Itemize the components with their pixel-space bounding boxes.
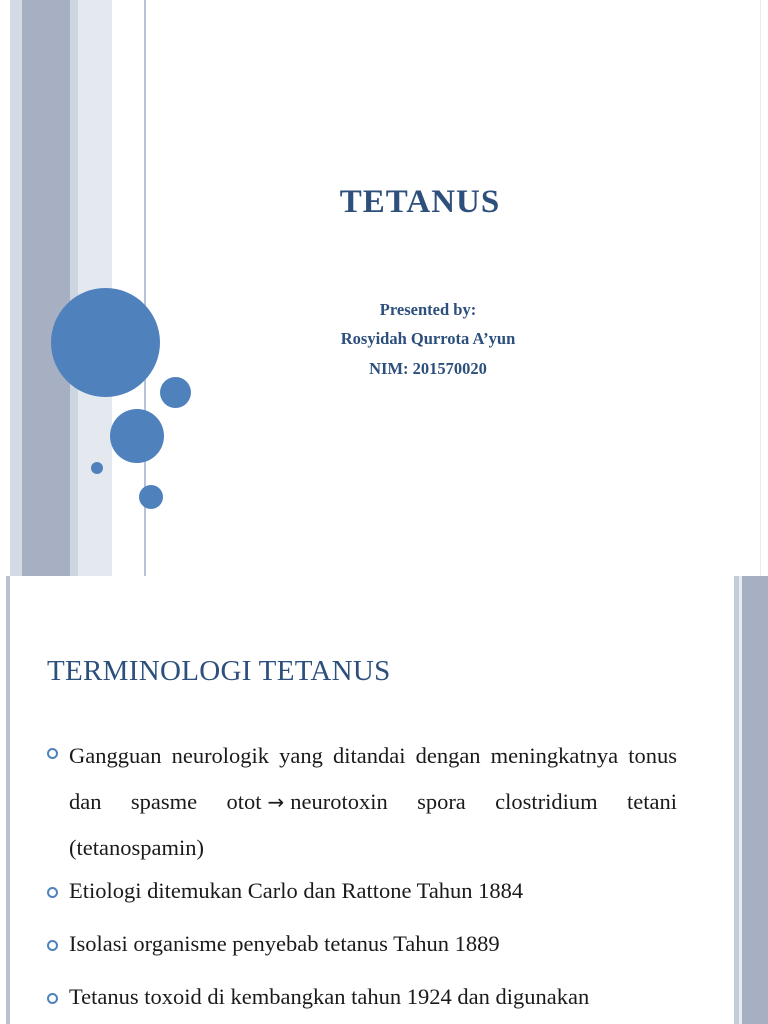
bullet-text: Gangguan neurologik yang ditandai dengan meningkatnya tonus dan spasme otot [69, 743, 677, 814]
decorative-stripe [742, 576, 768, 1024]
decorative-stripe [70, 0, 78, 576]
decorative-circle-small [160, 377, 191, 408]
bullet-item [69, 733, 677, 871]
presenter-nim: NIM: 201570020 [369, 359, 487, 378]
bullet-circle-icon [47, 993, 58, 1004]
decorative-circle-tiny [91, 462, 103, 474]
slide-title-text: TETANUS [339, 184, 501, 220]
decorative-stripe [22, 0, 70, 576]
decorative-circle-small [139, 485, 163, 509]
bullet-circle-icon [47, 887, 58, 898]
bullet-circle-icon [47, 940, 58, 951]
presenter-name: Rosyidah Qurrota A’yun [340, 329, 516, 348]
slide-heading: TERMINOLOGI TETANUS [47, 655, 391, 687]
bullet-text: Etiologi ditemukan Carlo dan Rattone Tahun 1884 [69, 878, 524, 903]
slide-terminologi [0, 576, 768, 1024]
bullet-circle-icon [47, 748, 58, 759]
bullet-item [69, 984, 677, 1010]
slide-edge [760, 0, 761, 576]
bullet-item [69, 931, 677, 957]
arrow-right-icon: → [267, 790, 285, 814]
presented-by-label: Presented by: [379, 300, 477, 319]
decorative-stripe [10, 0, 22, 576]
bullet-text: neurotoxin spora clostridium tetani (tetanospamin) [69, 789, 677, 860]
bullet-text: Tetanus toxoid di kembangkan tahun 1924 dan digunakan [69, 984, 590, 1009]
decorative-circle-large [51, 288, 160, 397]
bullet-item [69, 878, 677, 904]
decorative-stripe [6, 576, 10, 1024]
bullet-text: Isolasi organisme penyebab tetanus Tahun 1889 [69, 931, 500, 956]
decorative-circle-medium [110, 409, 164, 463]
